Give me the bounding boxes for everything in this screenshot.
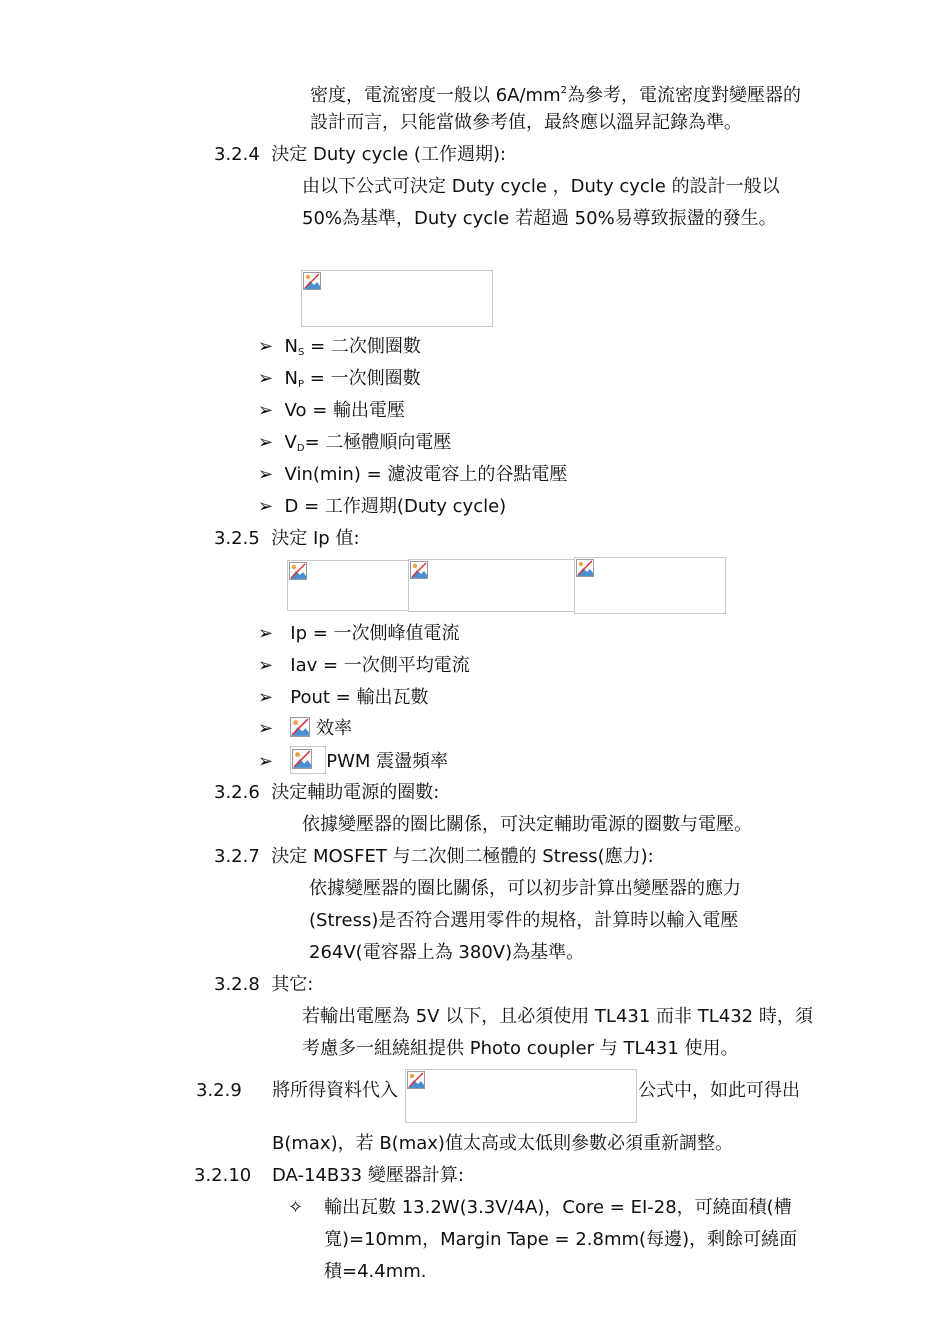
list-item	[288, 1196, 303, 1220]
list-item: ➢ PWM 震盪頻率	[258, 746, 448, 774]
section-3-2-4-heading	[214, 143, 506, 167]
arrow-bullet-icon: ➢	[258, 464, 274, 485]
section-3-2-6-heading	[214, 781, 439, 805]
section-number: 3.2.4	[214, 144, 260, 165]
list-item: ➢ 效率	[258, 718, 352, 739]
section-title: 決定輔助電源的圈數:	[271, 782, 440, 803]
section-3-2-6-body: 依據變壓器的圈比關係，可決定輔助電源的圈數与電壓。	[302, 814, 752, 835]
list-item: ➢ Vin(min) = 濾波電容上的谷點電壓	[258, 464, 568, 485]
list-item: ➢ Ip = 一次側峰值電流	[258, 623, 460, 644]
broken-image-icon	[410, 561, 428, 579]
arrow-bullet-icon: ➢	[258, 687, 274, 708]
ip-formula-image-3	[574, 557, 726, 614]
section-3-2-8-body-1: 若輸出電壓為 5V 以下，且必須使用 TL431 而非 TL432 時，須	[302, 1006, 813, 1027]
section-3-2-9-text-before: 將所得資料代入	[272, 1080, 398, 1101]
duty-cycle-formula-image	[301, 270, 493, 327]
ip-formula-image-1	[287, 560, 410, 611]
list-item: ➢ $N_S$ = 二次側圈數	[258, 336, 421, 358]
broken-image-icon	[576, 559, 594, 577]
broken-image-icon	[292, 749, 312, 769]
section-3-2-9-body: B(max)，若 B(max)值太高或太低則參數必須重新調整。	[272, 1133, 733, 1154]
ip-formula-image-2	[408, 559, 575, 612]
section-3-2-7-body-2: (Stress)是否符合選用零件的規格，計算時以輸入電壓	[309, 910, 739, 931]
section-3-2-7-heading	[214, 845, 654, 869]
diamond-bullet-icon: ✧	[288, 1197, 304, 1218]
broken-image-icon	[303, 272, 321, 290]
frequency-symbol-image	[290, 746, 326, 774]
section-title: 決定 Ip 值:	[271, 528, 360, 549]
section-3-2-4-body-1: 由以下公式可決定 Duty cycle ，Duty cycle 的設計一般以	[302, 176, 780, 197]
bmax-formula-image	[405, 1069, 637, 1123]
arrow-bullet-icon: ➢	[258, 751, 274, 772]
arrow-bullet-icon: ➢	[258, 432, 274, 453]
section-number: 3.2.8	[214, 974, 260, 995]
section-3-2-7-body-3: 264V(電容器上為 380V)為基準。	[309, 942, 585, 963]
efficiency-symbol-image	[290, 717, 310, 737]
section-number: 3.2.6	[214, 782, 260, 803]
arrow-bullet-icon: ➢	[258, 368, 274, 389]
section-number: 3.2.5	[214, 528, 260, 549]
section-3-2-10-bullet-line-2: 寬)=10mm，Margin Tape = 2.8mm(每邊)，剩餘可繞面	[324, 1229, 798, 1250]
section-title: 其它:	[271, 974, 314, 995]
list-item: ➢ $V_D=$ 二極體順向電壓	[258, 432, 452, 454]
section-3-2-5-heading	[214, 527, 360, 551]
arrow-bullet-icon: ➢	[258, 400, 274, 421]
broken-image-icon	[407, 1071, 425, 1089]
section-number: 3.2.7	[214, 846, 260, 867]
intro-line-1: 密度，電流密度一般以 $6A/mm^2$為參考，電流密度對變壓器的	[310, 85, 801, 106]
arrow-bullet-icon: ➢	[258, 718, 274, 739]
broken-image-icon	[290, 717, 310, 737]
list-item: ➢ Iav = 一次側平均電流	[258, 655, 470, 676]
list-item: ➢ Pout = 輸出瓦數	[258, 687, 429, 708]
section-3-2-10-bullet-line-3: 積=4.4mm.	[324, 1261, 427, 1282]
arrow-bullet-icon: ➢	[258, 496, 274, 517]
section-3-2-9-number: 3.2.9	[196, 1080, 242, 1101]
broken-image-icon	[289, 562, 307, 580]
arrow-bullet-icon: ➢	[258, 336, 274, 357]
list-item: ➢ Vo = 輸出電壓	[258, 400, 406, 421]
section-3-2-8-body-2: 考慮多一組繞組提供 Photo coupler 与 TL431 使用。	[302, 1038, 739, 1059]
section-3-2-9-text-after: 公式中，如此可得出	[638, 1080, 800, 1101]
section-3-2-10-number: 3.2.10	[194, 1165, 252, 1186]
section-3-2-8-heading	[214, 973, 313, 997]
section-3-2-7-body-1: 依據變壓器的圈比關係，可以初步計算出變壓器的應力	[309, 878, 741, 899]
section-3-2-4-body-2: 50%為基準，Duty cycle 若超過 50%易導致振盪的發生。	[302, 208, 777, 229]
arrow-bullet-icon: ➢	[258, 655, 274, 676]
list-item: ➢ $N_P$ = 一次側圈數	[258, 368, 421, 390]
section-3-2-10-title: DA-14B33 變壓器計算:	[272, 1165, 464, 1186]
section-title: 決定 Duty cycle (工作週期):	[271, 144, 507, 165]
arrow-bullet-icon: ➢	[258, 623, 274, 644]
section-title: 決定 MOSFET 与二次側二極體的 Stress(應力):	[271, 846, 654, 867]
section-3-2-10-bullet-line-1: 輸出瓦數 13.2W(3.3V/4A)，Core = EI-28，可繞面積(槽	[324, 1197, 792, 1218]
list-item: ➢ D = 工作週期(Duty cycle)	[258, 496, 507, 517]
intro-line-2: 設計而言，只能當做參考值，最終應以溫昇記錄為準。	[310, 112, 742, 133]
